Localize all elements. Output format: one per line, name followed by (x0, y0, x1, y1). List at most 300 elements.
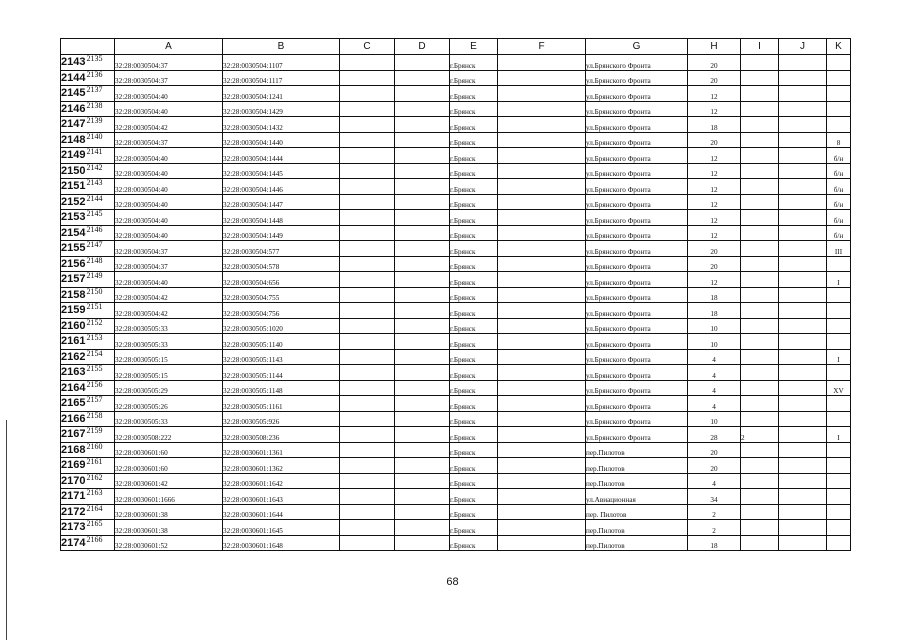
row-number[interactable] (61, 86, 115, 102)
cell-j[interactable] (741, 148, 779, 164)
cell-f[interactable]: г.Брянск (450, 396, 498, 412)
cell-a[interactable]: 2136 (86, 70, 103, 79)
cell-d[interactable] (340, 442, 395, 458)
cell-e[interactable] (395, 380, 450, 396)
cell-g[interactable] (498, 334, 586, 350)
cell-i[interactable]: 12 (688, 272, 741, 288)
cell-f[interactable]: г.Брянск (450, 458, 498, 474)
cell-j[interactable] (741, 442, 779, 458)
cell-d[interactable] (340, 148, 395, 164)
row-number[interactable] (61, 210, 115, 226)
cell-l[interactable]: XV (827, 380, 851, 396)
cell-e[interactable] (395, 396, 450, 412)
cell-l[interactable] (827, 70, 851, 86)
cell-d[interactable] (340, 210, 395, 226)
cell-b[interactable]: 32:28:0030504:40 (115, 101, 223, 117)
cell-g[interactable] (498, 303, 586, 319)
cell-d[interactable] (340, 396, 395, 412)
cell-a[interactable]: 2146 (86, 225, 103, 234)
cell-i[interactable]: 4 (688, 380, 741, 396)
cell-k[interactable] (779, 303, 827, 319)
cell-f[interactable]: г.Брянск (450, 318, 498, 334)
cell-a[interactable]: 2151 (86, 302, 103, 312)
cell-f[interactable]: г.Брянск (450, 380, 498, 396)
cell-c[interactable]: 32:28:0030505:1161 (223, 396, 340, 412)
cell-k[interactable] (779, 132, 827, 148)
cell-f[interactable]: г.Брянск (450, 225, 498, 241)
cell-l[interactable]: I (827, 272, 851, 288)
cell-j[interactable] (741, 287, 779, 303)
cell-k[interactable] (779, 163, 827, 179)
cell-g[interactable] (498, 179, 586, 195)
cell-l[interactable] (827, 86, 851, 102)
cell-e[interactable] (395, 411, 450, 427)
cell-d[interactable] (340, 427, 395, 443)
cell-e[interactable] (395, 210, 450, 226)
cell-h[interactable]: ул.Брянского Фронта (586, 349, 688, 365)
cell-i[interactable]: 12 (688, 101, 741, 117)
cell-j[interactable] (741, 380, 779, 396)
cell-h[interactable]: ул.Брянского Фронта (586, 256, 688, 272)
cell-f[interactable]: г.Брянск (450, 117, 498, 133)
cell-a[interactable]: 2142 (86, 163, 103, 172)
cell-l[interactable] (827, 473, 851, 489)
row-number[interactable] (61, 272, 115, 288)
cell-b[interactable]: 32:28:0030505:15 (115, 365, 223, 381)
cell-f[interactable]: г.Брянск (450, 148, 498, 164)
cell-h[interactable]: ул.Брянского Фронта (586, 272, 688, 288)
cell-k[interactable] (779, 55, 827, 71)
cell-k[interactable] (779, 334, 827, 350)
cell-j[interactable] (741, 473, 779, 489)
cell-a[interactable]: 2138 (86, 101, 103, 110)
cell-g[interactable] (498, 55, 586, 71)
cell-h[interactable]: ул.Брянского Фронта (586, 101, 688, 117)
cell-k[interactable] (779, 272, 827, 288)
cell-d[interactable] (340, 101, 395, 117)
column-header-c[interactable]: C (340, 39, 395, 55)
cell-e[interactable] (395, 272, 450, 288)
cell-f[interactable]: г.Брянск (450, 504, 498, 520)
cell-g[interactable] (498, 442, 586, 458)
cell-f[interactable]: г.Брянск (450, 349, 498, 365)
cell-k[interactable] (779, 489, 827, 505)
cell-a[interactable]: 2143 (86, 178, 103, 188)
cell-c[interactable]: 32:28:0030504:1429 (223, 101, 340, 117)
cell-e[interactable] (395, 442, 450, 458)
cell-g[interactable] (498, 86, 586, 102)
row-number[interactable] (61, 349, 115, 365)
cell-k[interactable] (779, 148, 827, 164)
cell-k[interactable] (779, 535, 827, 551)
cell-f[interactable]: г.Брянск (450, 179, 498, 195)
cell-c[interactable]: 32:28:0030601:1644 (223, 504, 340, 520)
cell-i[interactable]: 10 (688, 318, 741, 334)
cell-c[interactable]: 32:28:0030504:1117 (223, 70, 340, 86)
cell-f[interactable]: г.Брянск (450, 442, 498, 458)
cell-k[interactable] (779, 458, 827, 474)
cell-g[interactable] (498, 380, 586, 396)
cell-b[interactable]: 32:28:0030504:40 (115, 148, 223, 164)
cell-h[interactable]: ул.Брянского Фронта (586, 225, 688, 241)
cell-i[interactable]: 34 (688, 489, 741, 505)
cell-c[interactable]: 32:28:0030601:1645 (223, 520, 340, 536)
cell-c[interactable]: 32:28:0030601:1361 (223, 442, 340, 458)
cell-g[interactable] (498, 132, 586, 148)
cell-b[interactable]: 32:28:0030601:42 (115, 473, 223, 489)
cell-c[interactable]: 32:28:0030505:1144 (223, 365, 340, 381)
cell-e[interactable] (395, 287, 450, 303)
cell-a[interactable]: 2152 (86, 318, 103, 327)
cell-l[interactable] (827, 334, 851, 350)
cell-h[interactable]: ул.Брянского Фронта (586, 148, 688, 164)
cell-d[interactable] (340, 318, 395, 334)
cell-d[interactable] (340, 334, 395, 350)
cell-j[interactable] (741, 179, 779, 195)
cell-i[interactable]: 4 (688, 473, 741, 489)
cell-f[interactable]: г.Брянск (450, 241, 498, 257)
cell-g[interactable] (498, 489, 586, 505)
cell-d[interactable] (340, 256, 395, 272)
cell-c[interactable]: 32:28:0030504:1432 (223, 117, 340, 133)
cell-d[interactable] (340, 86, 395, 102)
cell-b[interactable]: 32:28:0030504:37 (115, 132, 223, 148)
cell-a[interactable]: 2163 (86, 488, 103, 498)
cell-k[interactable] (779, 194, 827, 210)
cell-i[interactable]: 20 (688, 458, 741, 474)
cell-h[interactable]: ул.Брянского Фронта (586, 287, 688, 303)
cell-f[interactable]: г.Брянск (450, 55, 498, 71)
cell-c[interactable]: 32:28:0030601:1643 (223, 489, 340, 505)
cell-g[interactable] (498, 365, 586, 381)
cell-j[interactable] (741, 535, 779, 551)
cell-l[interactable]: б/н (827, 163, 851, 179)
cell-c[interactable]: 32:28:0030504:656 (223, 272, 340, 288)
cell-i[interactable]: 2 (688, 520, 741, 536)
cell-h[interactable]: пер.Пилотов (586, 442, 688, 458)
cell-b[interactable]: 32:28:0030505:29 (115, 380, 223, 396)
cell-g[interactable] (498, 210, 586, 226)
cell-g[interactable] (498, 148, 586, 164)
cell-l[interactable] (827, 256, 851, 272)
cell-l[interactable] (827, 442, 851, 458)
cell-c[interactable]: 32:28:0030508:236 (223, 427, 340, 443)
column-header-b[interactable]: B (223, 39, 340, 55)
column-header-h[interactable]: H (688, 39, 741, 55)
cell-e[interactable] (395, 520, 450, 536)
cell-c[interactable]: 32:28:0030504:1445 (223, 163, 340, 179)
column-header-f[interactable]: F (498, 39, 586, 55)
cell-b[interactable]: 32:28:0030601:38 (115, 520, 223, 536)
cell-d[interactable] (340, 473, 395, 489)
cell-a[interactable]: 2162 (86, 473, 103, 482)
cell-f[interactable]: г.Брянск (450, 256, 498, 272)
cell-i[interactable]: 20 (688, 55, 741, 71)
cell-a[interactable]: 2160 (86, 442, 103, 451)
cell-i[interactable]: 12 (688, 148, 741, 164)
cell-f[interactable]: г.Брянск (450, 473, 498, 489)
cell-h[interactable]: пер.Пилотов (586, 520, 688, 536)
cell-e[interactable] (395, 303, 450, 319)
cell-d[interactable] (340, 241, 395, 257)
cell-i[interactable]: 20 (688, 241, 741, 257)
cell-h[interactable]: ул.Брянского Фронта (586, 241, 688, 257)
cell-j[interactable] (741, 194, 779, 210)
cell-b[interactable]: 32:28:0030504:40 (115, 210, 223, 226)
cell-d[interactable] (340, 504, 395, 520)
cell-j[interactable] (741, 241, 779, 257)
cell-c[interactable]: 32:28:0030504:1449 (223, 225, 340, 241)
cell-f[interactable]: г.Брянск (450, 194, 498, 210)
cell-a[interactable]: 2149 (86, 271, 103, 281)
cell-j[interactable] (741, 504, 779, 520)
cell-j[interactable] (741, 210, 779, 226)
cell-c[interactable]: 32:28:0030504:1444 (223, 148, 340, 164)
cell-i[interactable]: 18 (688, 117, 741, 133)
cell-b[interactable]: 32:28:0030505:15 (115, 349, 223, 365)
cell-d[interactable] (340, 272, 395, 288)
cell-f[interactable]: г.Брянск (450, 70, 498, 86)
row-number[interactable] (61, 318, 115, 334)
row-number[interactable] (61, 442, 115, 458)
cell-b[interactable]: 32:28:0030504:40 (115, 86, 223, 102)
cell-j[interactable] (741, 86, 779, 102)
cell-l[interactable] (827, 117, 851, 133)
cell-c[interactable]: 32:28:0030505:1140 (223, 334, 340, 350)
column-header-g[interactable]: G (586, 39, 688, 55)
cell-g[interactable] (498, 535, 586, 551)
cell-i[interactable]: 4 (688, 365, 741, 381)
cell-l[interactable] (827, 535, 851, 551)
cell-h[interactable]: ул.Брянского Фронта (586, 179, 688, 195)
cell-i[interactable]: 4 (688, 349, 741, 365)
cell-h[interactable]: ул.Брянского Фронта (586, 210, 688, 226)
cell-h[interactable]: ул.Брянского Фронта (586, 163, 688, 179)
cell-h[interactable]: ул.Брянского Фронта (586, 365, 688, 381)
row-number[interactable] (61, 396, 115, 412)
cell-a[interactable]: 2150 (86, 287, 103, 296)
cell-d[interactable] (340, 55, 395, 71)
column-header-d[interactable]: D (395, 39, 450, 55)
cell-a[interactable]: 2157 (86, 395, 103, 405)
cell-e[interactable] (395, 86, 450, 102)
cell-l[interactable]: б/н (827, 225, 851, 241)
cell-j[interactable] (741, 256, 779, 272)
cell-l[interactable]: б/н (827, 194, 851, 210)
cell-a[interactable]: 2156 (86, 380, 103, 389)
cell-d[interactable] (340, 489, 395, 505)
row-number[interactable] (61, 163, 115, 179)
row-number[interactable] (61, 535, 115, 551)
cell-b[interactable]: 32:28:0030601:60 (115, 458, 223, 474)
cell-f[interactable]: г.Брянск (450, 365, 498, 381)
cell-b[interactable]: 32:28:0030601:60 (115, 442, 223, 458)
cell-f[interactable]: г.Брянск (450, 520, 498, 536)
row-number[interactable] (61, 458, 115, 474)
cell-l[interactable]: 8 (827, 132, 851, 148)
cell-l[interactable] (827, 287, 851, 303)
cell-e[interactable] (395, 117, 450, 133)
cell-a[interactable]: 2139 (86, 116, 103, 126)
cell-f[interactable]: г.Брянск (450, 411, 498, 427)
cell-c[interactable]: 32:28:0030601:1648 (223, 535, 340, 551)
cell-i[interactable]: 12 (688, 179, 741, 195)
cell-c[interactable]: 32:28:0030504:1107 (223, 55, 340, 71)
cell-l[interactable] (827, 303, 851, 319)
cell-d[interactable] (340, 132, 395, 148)
cell-c[interactable]: 32:28:0030505:926 (223, 411, 340, 427)
cell-b[interactable]: 32:28:0030505:26 (115, 396, 223, 412)
cell-j[interactable] (741, 411, 779, 427)
cell-d[interactable] (340, 458, 395, 474)
cell-a[interactable]: 2153 (86, 333, 103, 343)
cell-k[interactable] (779, 411, 827, 427)
cell-b[interactable]: 32:28:0030504:37 (115, 55, 223, 71)
cell-a[interactable]: 2148 (86, 256, 103, 265)
cell-h[interactable]: пер. Пилотов (586, 504, 688, 520)
cell-g[interactable] (498, 272, 586, 288)
cell-g[interactable] (498, 101, 586, 117)
cell-j[interactable] (741, 225, 779, 241)
cell-a[interactable]: 2135 (86, 54, 103, 64)
row-number[interactable] (61, 148, 115, 164)
cell-k[interactable] (779, 504, 827, 520)
cell-k[interactable] (779, 442, 827, 458)
cell-l[interactable]: III (827, 241, 851, 257)
cell-e[interactable] (395, 194, 450, 210)
cell-c[interactable]: 32:28:0030504:1440 (223, 132, 340, 148)
cell-a[interactable]: 2147 (86, 240, 103, 250)
cell-g[interactable] (498, 256, 586, 272)
cell-b[interactable]: 32:28:0030601:38 (115, 504, 223, 520)
cell-f[interactable]: г.Брянск (450, 489, 498, 505)
cell-a[interactable]: 2166 (86, 535, 103, 544)
cell-g[interactable] (498, 520, 586, 536)
cell-k[interactable] (779, 225, 827, 241)
cell-l[interactable] (827, 504, 851, 520)
cell-g[interactable] (498, 473, 586, 489)
cell-k[interactable] (779, 365, 827, 381)
cell-e[interactable] (395, 70, 450, 86)
cell-f[interactable]: г.Брянск (450, 334, 498, 350)
cell-b[interactable]: 32:28:0030601:52 (115, 535, 223, 551)
cell-e[interactable] (395, 148, 450, 164)
cell-h[interactable]: ул.Брянского Фронта (586, 132, 688, 148)
cell-c[interactable]: 32:28:0030601:1362 (223, 458, 340, 474)
cell-i[interactable]: 18 (688, 303, 741, 319)
cell-d[interactable] (340, 117, 395, 133)
cell-b[interactable]: 32:28:0030504:37 (115, 256, 223, 272)
cell-c[interactable]: 32:28:0030601:1642 (223, 473, 340, 489)
cell-e[interactable] (395, 504, 450, 520)
cell-l[interactable] (827, 101, 851, 117)
cell-e[interactable] (395, 535, 450, 551)
cell-j[interactable] (741, 318, 779, 334)
cell-h[interactable]: ул.Брянского Фронта (586, 396, 688, 412)
cell-b[interactable]: 32:28:0030505:33 (115, 318, 223, 334)
cell-g[interactable] (498, 117, 586, 133)
cell-a[interactable]: 2141 (86, 147, 103, 157)
cell-b[interactable]: 32:28:0030504:40 (115, 225, 223, 241)
cell-c[interactable]: 32:28:0030504:1448 (223, 210, 340, 226)
cell-h[interactable]: ул.Брянского Фронта (586, 70, 688, 86)
cell-e[interactable] (395, 334, 450, 350)
cell-i[interactable]: 12 (688, 225, 741, 241)
cell-a[interactable]: 2137 (86, 85, 103, 95)
cell-h[interactable]: ул.Брянского Фронта (586, 318, 688, 334)
cell-c[interactable]: 32:28:0030504:755 (223, 287, 340, 303)
cell-d[interactable] (340, 225, 395, 241)
cell-e[interactable] (395, 132, 450, 148)
row-number[interactable] (61, 179, 115, 195)
cell-k[interactable] (779, 473, 827, 489)
cell-k[interactable] (779, 117, 827, 133)
row-number[interactable] (61, 473, 115, 489)
cell-g[interactable] (498, 241, 586, 257)
column-header-a[interactable]: A (115, 39, 223, 55)
cell-j[interactable] (741, 365, 779, 381)
cell-j[interactable] (741, 55, 779, 71)
cell-b[interactable]: 32:28:0030601:1666 (115, 489, 223, 505)
row-number[interactable] (61, 101, 115, 117)
cell-j[interactable] (741, 272, 779, 288)
cell-g[interactable] (498, 396, 586, 412)
cell-l[interactable] (827, 396, 851, 412)
cell-i[interactable]: 20 (688, 256, 741, 272)
cell-h[interactable]: ул.Брянского Фронта (586, 55, 688, 71)
row-number[interactable] (61, 241, 115, 257)
cell-b[interactable]: 32:28:0030504:42 (115, 287, 223, 303)
column-header-i[interactable]: I (741, 39, 779, 55)
cell-d[interactable] (340, 411, 395, 427)
cell-l[interactable] (827, 489, 851, 505)
cell-i[interactable]: 20 (688, 132, 741, 148)
cell-b[interactable]: 32:28:0030505:33 (115, 411, 223, 427)
cell-f[interactable]: г.Брянск (450, 287, 498, 303)
cell-g[interactable] (498, 411, 586, 427)
cell-i[interactable]: 20 (688, 442, 741, 458)
cell-b[interactable]: 32:28:0030508:222 (115, 427, 223, 443)
cell-k[interactable] (779, 256, 827, 272)
cell-j[interactable] (741, 489, 779, 505)
row-number[interactable] (61, 287, 115, 303)
cell-e[interactable] (395, 473, 450, 489)
cell-d[interactable] (340, 303, 395, 319)
row-number[interactable] (61, 55, 115, 71)
cell-c[interactable]: 32:28:0030504:577 (223, 241, 340, 257)
cell-k[interactable] (779, 396, 827, 412)
cell-j[interactable] (741, 458, 779, 474)
cell-f[interactable]: г.Брянск (450, 101, 498, 117)
cell-h[interactable]: ул.Брянского Фронта (586, 380, 688, 396)
cell-b[interactable]: 32:28:0030504:40 (115, 194, 223, 210)
cell-e[interactable] (395, 225, 450, 241)
cell-l[interactable]: I (827, 349, 851, 365)
cell-a[interactable]: 2159 (86, 426, 103, 436)
row-number[interactable] (61, 411, 115, 427)
cell-i[interactable]: 12 (688, 86, 741, 102)
row-number[interactable] (61, 117, 115, 133)
cell-d[interactable] (340, 179, 395, 195)
cell-f[interactable]: г.Брянск (450, 535, 498, 551)
cell-g[interactable] (498, 287, 586, 303)
cell-e[interactable] (395, 241, 450, 257)
cell-c[interactable]: 32:28:0030505:1148 (223, 380, 340, 396)
cell-h[interactable]: ул.Брянского Фронта (586, 334, 688, 350)
cell-g[interactable] (498, 458, 586, 474)
cell-k[interactable] (779, 349, 827, 365)
cell-c[interactable]: 32:28:0030504:578 (223, 256, 340, 272)
